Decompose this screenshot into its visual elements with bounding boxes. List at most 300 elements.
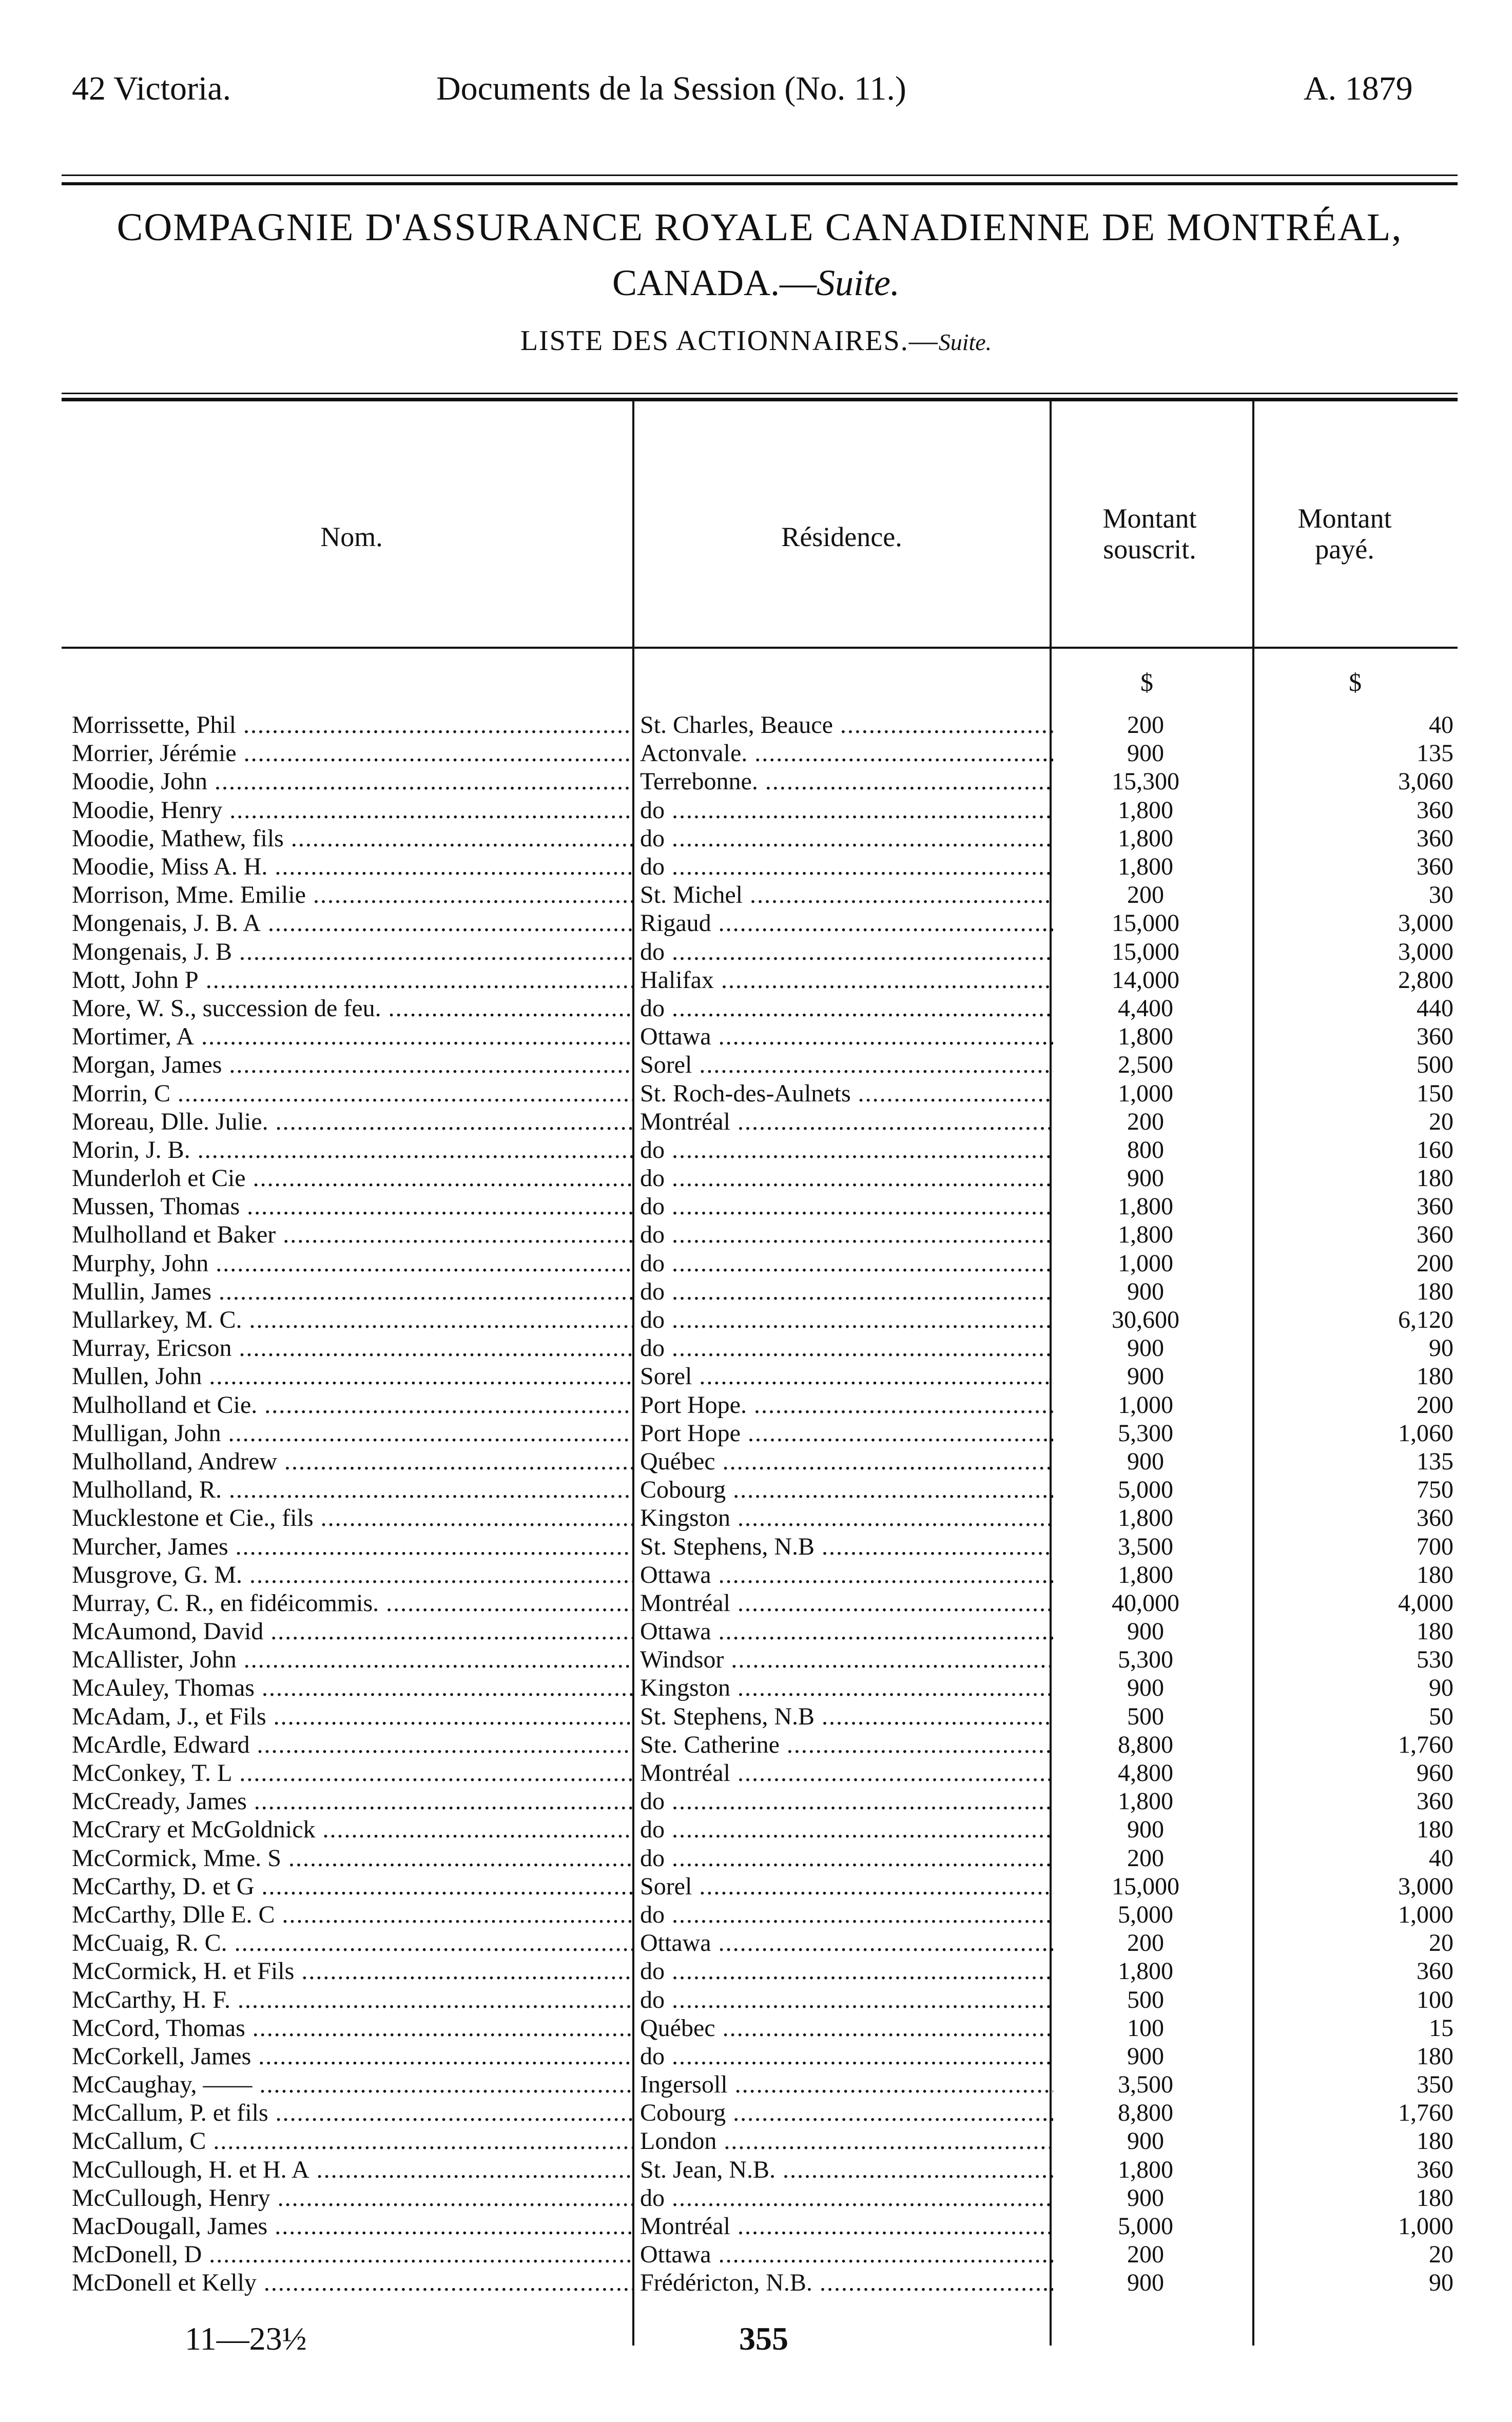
- list-title-suite: Suite.: [938, 329, 992, 355]
- table-row: [72, 2184, 1474, 2212]
- amount-paid: 1,000: [1398, 1901, 1453, 1928]
- amount-paid: 20: [1429, 1108, 1453, 1135]
- amount-paid: 180: [1417, 1561, 1453, 1588]
- amount-subscribed: 1,000: [1118, 1079, 1173, 1107]
- shareholder-name: Mullin, James .....: [72, 1277, 634, 1306]
- shareholder-name: Murcher, James .....: [72, 1532, 634, 1560]
- amount-paid: 530: [1417, 1646, 1453, 1674]
- table-row: [72, 852, 1474, 881]
- shareholder-name: Mongenais, J. B .....: [72, 938, 634, 966]
- shareholder-name: Morrissette, Phil .....: [72, 711, 634, 739]
- amount-subscribed: 3,500: [1118, 2071, 1173, 2099]
- table-row: [72, 1164, 1474, 1192]
- amount-subscribed: 4,400: [1118, 994, 1173, 1022]
- shareholder-name: Mulholland et Cie. .....: [72, 1391, 634, 1419]
- shareholder-name: Morrier, Jérémie .....: [72, 739, 634, 767]
- table-row: [72, 1362, 1474, 1390]
- amount-subscribed: 200: [1127, 1108, 1164, 1135]
- amount-paid: 200: [1417, 1249, 1453, 1277]
- amount-subscribed: 8,800: [1118, 1731, 1173, 1758]
- table-row: [72, 2212, 1474, 2240]
- amount-subscribed: 30,600: [1112, 1306, 1179, 1334]
- shareholder-name: McCormick, Mme. S .....: [72, 1844, 634, 1872]
- shareholder-name: Murphy, John .....: [72, 1249, 634, 1277]
- page-number: 355: [739, 2320, 788, 2357]
- shareholder-residence: do .....: [634, 1957, 1053, 1985]
- table-top-rule-thin: [62, 393, 1458, 394]
- shareholder-residence: do .....: [634, 1164, 1053, 1192]
- amount-subscribed: 200: [1127, 881, 1164, 909]
- table-row: [72, 2269, 1474, 2297]
- shareholder-name: McCorkell, James .....: [72, 2042, 634, 2070]
- amount-subscribed: 1,000: [1118, 1391, 1173, 1419]
- amount-subscribed: 1,800: [1118, 1561, 1173, 1588]
- table-row: [72, 1334, 1474, 1362]
- amount-paid: 90: [1429, 2269, 1453, 2297]
- amount-subscribed: 900: [1127, 2269, 1164, 2297]
- table-row: [72, 1617, 1474, 1645]
- amount-paid: 180: [1417, 1363, 1453, 1390]
- amount-subscribed: 900: [1127, 1674, 1164, 1702]
- running-header-left: 42 Victoria.: [72, 70, 231, 107]
- shareholder-name: MacDougall, James .....: [72, 2212, 634, 2240]
- shareholder-residence: Montréal .....: [634, 1759, 1053, 1787]
- amount-paid: 6,120: [1398, 1306, 1453, 1334]
- currency-paye: $: [1349, 668, 1362, 696]
- shareholder-name: McCarthy, D. et G .....: [72, 1872, 634, 1901]
- amount-paid: 750: [1417, 1476, 1453, 1504]
- shareholder-name: Mongenais, J. B. A .....: [72, 909, 634, 937]
- amount-subscribed: 15,300: [1112, 768, 1179, 796]
- shareholder-name: Mott, John P .....: [72, 966, 634, 994]
- shareholder-residence: do .....: [634, 796, 1053, 824]
- amount-paid: 360: [1417, 1023, 1453, 1051]
- shareholder-residence: Ottawa .....: [634, 2240, 1053, 2269]
- amount-subscribed: 1,800: [1118, 1504, 1173, 1532]
- shareholder-residence: do .....: [634, 1306, 1053, 1334]
- shareholder-residence: do .....: [634, 1277, 1053, 1306]
- amount-subscribed: 5,300: [1118, 1419, 1173, 1447]
- shareholder-name: Munderloh et Cie .....: [72, 1164, 634, 1192]
- shareholder-residence: London .....: [634, 2127, 1053, 2155]
- shareholder-name: Moodie, Miss A. H. .....: [72, 852, 634, 881]
- shareholder-residence: do .....: [634, 1815, 1053, 1844]
- shareholder-residence: do .....: [634, 2042, 1053, 2070]
- table-row: [72, 1391, 1474, 1419]
- list-title: [0, 324, 1512, 357]
- shareholder-residence: do .....: [634, 1136, 1053, 1164]
- shareholder-residence: do .....: [634, 994, 1053, 1022]
- amount-subscribed: 1,800: [1118, 1193, 1173, 1220]
- column-header-souscrit: Montant souscrit.: [1102, 503, 1197, 565]
- shareholder-residence: do .....: [634, 1192, 1053, 1220]
- shareholder-name: Mulholland, R. .....: [72, 1476, 634, 1504]
- header-rule-thin: [62, 175, 1458, 176]
- amount-paid: 960: [1417, 1759, 1453, 1787]
- amount-paid: 360: [1417, 2156, 1453, 2183]
- shareholder-residence: Montréal .....: [634, 1589, 1053, 1617]
- amount-subscribed: 900: [1127, 1363, 1164, 1390]
- shareholder-name: McConkey, T. L .....: [72, 1759, 634, 1787]
- shareholder-name: Mullen, John .....: [72, 1362, 634, 1390]
- amount-subscribed: 900: [1127, 2042, 1164, 2070]
- table-row: [72, 881, 1474, 909]
- amount-subscribed: 5,300: [1118, 1646, 1173, 1674]
- table-row: [72, 1079, 1474, 1107]
- amount-paid: 180: [1417, 2042, 1453, 2070]
- table-row: [72, 1787, 1474, 1815]
- footer-signature: 11—23½: [185, 2320, 307, 2357]
- header-rule-thick: [62, 182, 1458, 185]
- table-row: [72, 739, 1474, 767]
- shareholder-name: Moodie, Henry .....: [72, 796, 634, 824]
- shareholder-residence: Québec .....: [634, 1447, 1053, 1476]
- table-row: [72, 909, 1474, 937]
- amount-subscribed: 900: [1127, 740, 1164, 767]
- amount-subscribed: 1,000: [1118, 1249, 1173, 1277]
- shareholder-residence: Cobourg .....: [634, 2099, 1053, 2127]
- table-row: [72, 1504, 1474, 1532]
- amount-paid: 360: [1417, 853, 1453, 881]
- shareholder-residence: do .....: [634, 2184, 1053, 2212]
- shareholder-name: Moodie, Mathew, fils .....: [72, 824, 634, 852]
- amount-paid: 360: [1417, 1221, 1453, 1249]
- amount-subscribed: 8,800: [1118, 2099, 1173, 2127]
- amount-subscribed: 15,000: [1112, 909, 1179, 937]
- shareholder-residence: Québec .....: [634, 2014, 1053, 2042]
- table-row: [72, 824, 1474, 852]
- amount-subscribed: 900: [1127, 1447, 1164, 1475]
- amount-subscribed: 200: [1127, 2241, 1164, 2269]
- table-row: [72, 1674, 1474, 1702]
- shareholder-residence: Montréal .....: [634, 2212, 1053, 2240]
- amount-subscribed: 15,000: [1112, 1872, 1179, 1900]
- amount-paid: 200: [1417, 1391, 1453, 1419]
- amount-subscribed: 1,800: [1118, 1221, 1173, 1249]
- table-row: [72, 1589, 1474, 1617]
- amount-paid: 180: [1417, 2184, 1453, 2212]
- shareholder-name: McCarthy, Dlle E. C .....: [72, 1901, 634, 1929]
- column-header-residence: Résidence.: [781, 521, 902, 552]
- running-header-right: A. 1879: [1304, 70, 1413, 107]
- amount-paid: 20: [1429, 2241, 1453, 2269]
- amount-subscribed: 5,000: [1118, 1901, 1173, 1928]
- shareholder-name: Murray, Ericson .....: [72, 1334, 634, 1362]
- shareholder-name: Morrin, C .....: [72, 1079, 634, 1107]
- amount-paid: 180: [1417, 2127, 1453, 2155]
- shareholder-residence: do .....: [634, 852, 1053, 881]
- amount-subscribed: 800: [1127, 1136, 1164, 1164]
- amount-subscribed: 1,800: [1118, 853, 1173, 881]
- amount-paid: 90: [1429, 1334, 1453, 1362]
- table-row: [72, 1957, 1474, 1985]
- amount-paid: 50: [1429, 1702, 1453, 1730]
- amount-paid: 360: [1417, 824, 1453, 852]
- shareholder-residence: Port Hope .....: [634, 1419, 1053, 1447]
- shareholder-name: Morgan, James .....: [72, 1051, 634, 1079]
- amount-paid: 2,800: [1398, 966, 1453, 994]
- amount-subscribed: 500: [1127, 1986, 1164, 2013]
- amount-paid: 160: [1417, 1136, 1453, 1164]
- amount-paid: 40: [1429, 1844, 1453, 1872]
- shareholder-name: Mulligan, John .....: [72, 1419, 634, 1447]
- shareholder-name: McCallum, P. et fils .....: [72, 2099, 634, 2127]
- amount-paid: 180: [1417, 1277, 1453, 1305]
- shareholder-name: Moreau, Dlle. Julie. .....: [72, 1108, 634, 1136]
- amount-paid: 150: [1417, 1079, 1453, 1107]
- shareholder-name: McCaughay, —— .....: [72, 2070, 634, 2099]
- amount-subscribed: 200: [1127, 711, 1164, 739]
- shareholder-name: Morin, J. B. .....: [72, 1136, 634, 1164]
- table-row: [72, 2070, 1474, 2099]
- shareholder-name: McCallum, C .....: [72, 2127, 634, 2155]
- amount-paid: 30: [1429, 881, 1453, 909]
- shareholder-name: Moodie, John .....: [72, 767, 634, 796]
- amount-paid: 3,000: [1398, 938, 1453, 965]
- shareholder-residence: do .....: [634, 824, 1053, 852]
- amount-subscribed: 500: [1127, 1702, 1164, 1730]
- shareholder-residence: Sorel .....: [634, 1362, 1053, 1390]
- shareholder-residence: do .....: [634, 1844, 1053, 1872]
- amount-paid: 90: [1429, 1674, 1453, 1702]
- shareholder-residence: Kingston .....: [634, 1504, 1053, 1532]
- subtitle-suite: Suite.: [817, 262, 900, 303]
- amount-paid: 135: [1417, 1447, 1453, 1475]
- shareholder-residence: Montréal .....: [634, 1108, 1053, 1136]
- shareholder-name: McAuley, Thomas .....: [72, 1674, 634, 1702]
- shareholder-residence: do .....: [634, 1334, 1053, 1362]
- table-row: [72, 1051, 1474, 1079]
- amount-paid: 20: [1429, 1929, 1453, 1957]
- shareholder-residence: do .....: [634, 938, 1053, 966]
- shareholder-name: Mullarkey, M. C. .....: [72, 1306, 634, 1334]
- amount-paid: 1,760: [1398, 1731, 1453, 1758]
- table-row: [72, 2099, 1474, 2127]
- amount-subscribed: 5,000: [1118, 2213, 1173, 2240]
- amount-subscribed: 200: [1127, 1929, 1164, 1957]
- amount-subscribed: 1,800: [1118, 1023, 1173, 1051]
- column-header-paye: Montant payé.: [1297, 503, 1392, 565]
- shareholder-residence: Ottawa .....: [634, 1617, 1053, 1645]
- amount-subscribed: 2,500: [1118, 1051, 1173, 1079]
- shareholder-residence: Ste. Catherine .....: [634, 1731, 1053, 1759]
- shareholder-residence: St. Roch-des-Aulnets .....: [634, 1079, 1053, 1107]
- amount-subscribed: 900: [1127, 1277, 1164, 1305]
- table-row: [72, 1192, 1474, 1220]
- shareholder-name: McAumond, David .....: [72, 1617, 634, 1645]
- amount-paid: 40: [1429, 711, 1453, 739]
- amount-subscribed: 40,000: [1112, 1589, 1179, 1617]
- amount-paid: 180: [1417, 1816, 1453, 1844]
- table-row: [72, 2127, 1474, 2155]
- shareholder-name: Morrison, Mme. Emilie .....: [72, 881, 634, 909]
- shareholder-name: McCrary et McGoldnick .....: [72, 1815, 634, 1844]
- amount-paid: 180: [1417, 1618, 1453, 1645]
- table-row: [72, 1249, 1474, 1277]
- table-row: [72, 994, 1474, 1022]
- amount-paid: 1,760: [1398, 2099, 1453, 2127]
- table-row: [72, 966, 1474, 994]
- shareholder-residence: Kingston .....: [634, 1674, 1053, 1702]
- table-row: [72, 1306, 1474, 1334]
- shareholder-name: McArdle, Edward .....: [72, 1731, 634, 1759]
- shareholder-residence: Frédéricton, N.B. .....: [634, 2269, 1053, 2297]
- table-row: [72, 938, 1474, 966]
- amount-subscribed: 100: [1127, 2014, 1164, 2042]
- shareholder-residence: Cobourg .....: [634, 1476, 1053, 1504]
- amount-subscribed: 15,000: [1112, 938, 1179, 965]
- shareholder-residence: Ottawa .....: [634, 1929, 1053, 1957]
- shareholder-residence: Windsor .....: [634, 1645, 1053, 1674]
- amount-subscribed: 4,800: [1118, 1759, 1173, 1787]
- column-header-nom: Nom.: [320, 521, 383, 552]
- amount-subscribed: 900: [1127, 1334, 1164, 1362]
- table-row: [72, 1759, 1474, 1787]
- table-row: [72, 1844, 1474, 1872]
- amount-subscribed: 900: [1127, 1618, 1164, 1645]
- amount-paid: 360: [1417, 1504, 1453, 1532]
- amount-paid: 1,060: [1398, 1419, 1453, 1447]
- table-row: [72, 2042, 1474, 2070]
- table-row: [72, 1220, 1474, 1249]
- running-header-center: Documents de la Session (No. 11.): [436, 70, 906, 107]
- amount-paid: 350: [1417, 2071, 1453, 2099]
- document-title: COMPAGNIE D'ASSURANCE ROYALE CANADIENNE DE MONTRÉAL,: [117, 206, 1403, 249]
- amount-subscribed: 5,000: [1118, 1476, 1173, 1504]
- table-row: [72, 1731, 1474, 1759]
- shareholder-name: Mortimer, A .....: [72, 1022, 634, 1051]
- document-subtitle: [0, 262, 1512, 304]
- table-row: [72, 1645, 1474, 1674]
- shareholder-residence: Ottawa .....: [634, 1022, 1053, 1051]
- shareholder-residence: do .....: [634, 1249, 1053, 1277]
- amount-paid: 360: [1417, 1958, 1453, 1985]
- shareholder-residence: St. Jean, N.B. .....: [634, 2156, 1053, 2184]
- shareholder-name: McCormick, H. et Fils .....: [72, 1957, 634, 1985]
- amount-subscribed: 900: [1127, 1165, 1164, 1192]
- shareholder-residence: do .....: [634, 1985, 1053, 2013]
- table-row: [72, 1815, 1474, 1844]
- table-row: [72, 1419, 1474, 1447]
- amount-paid: 700: [1417, 1533, 1453, 1560]
- amount-subscribed: 1,800: [1118, 824, 1173, 852]
- shareholder-name: Murray, C. R., en fidéicommis. .....: [72, 1589, 634, 1617]
- table-row: [72, 1447, 1474, 1476]
- table-row: [72, 1872, 1474, 1901]
- shareholders-table: [72, 711, 1474, 2297]
- shareholder-residence: Sorel .....: [634, 1872, 1053, 1901]
- table-row: [72, 2156, 1474, 2184]
- subtitle-main: CANADA.—: [612, 262, 817, 303]
- shareholder-name: McDonell et Kelly .....: [72, 2269, 634, 2297]
- shareholder-residence: St. Stephens, N.B .....: [634, 1532, 1053, 1560]
- shareholder-residence: do .....: [634, 1787, 1053, 1815]
- table-row: [72, 767, 1474, 796]
- amount-paid: 100: [1417, 1986, 1453, 2013]
- amount-paid: 3,060: [1398, 768, 1453, 796]
- shareholder-residence: Sorel .....: [634, 1051, 1053, 1079]
- shareholder-residence: St. Michel .....: [634, 881, 1053, 909]
- amount-paid: 1,000: [1398, 2213, 1453, 2240]
- table-row: [72, 1985, 1474, 2013]
- shareholder-name: Mulholland, Andrew .....: [72, 1447, 634, 1476]
- amount-paid: 3,000: [1398, 909, 1453, 937]
- amount-paid: 360: [1417, 1788, 1453, 1815]
- amount-subscribed: 1,800: [1118, 796, 1173, 824]
- amount-paid: 180: [1417, 1165, 1453, 1192]
- table-row: [72, 1901, 1474, 1929]
- amount-paid: 440: [1417, 994, 1453, 1022]
- shareholder-name: McAllister, John .....: [72, 1645, 634, 1674]
- amount-subscribed: 900: [1127, 2127, 1164, 2155]
- shareholder-residence: Terrebonne. .....: [634, 767, 1053, 796]
- shareholder-name: Mussen, Thomas .....: [72, 1192, 634, 1220]
- shareholder-name: Musgrove, G. M. .....: [72, 1561, 634, 1589]
- table-row: [72, 1561, 1474, 1589]
- shareholder-name: McCullough, Henry .....: [72, 2184, 634, 2212]
- shareholder-residence: Ottawa .....: [634, 1561, 1053, 1589]
- amount-subscribed: 1,800: [1118, 2156, 1173, 2183]
- shareholder-residence: Port Hope. .....: [634, 1391, 1053, 1419]
- shareholder-name: McCullough, H. et H. A .....: [72, 2156, 634, 2184]
- shareholder-residence: Actonvale. .....: [634, 739, 1053, 767]
- list-title-main: LISTE DES ACTIONNAIRES.—: [520, 325, 939, 357]
- amount-paid: 360: [1417, 1193, 1453, 1220]
- currency-souscrit: $: [1140, 668, 1153, 696]
- amount-subscribed: 3,500: [1118, 1533, 1173, 1560]
- shareholder-residence: Ingersoll .....: [634, 2070, 1053, 2099]
- table-row: [72, 1532, 1474, 1560]
- amount-subscribed: 1,800: [1118, 1958, 1173, 1985]
- table-row: [72, 1108, 1474, 1136]
- table-row: [72, 2014, 1474, 2042]
- shareholder-residence: Rigaud .....: [634, 909, 1053, 937]
- shareholder-name: McCuaig, R. C. .....: [72, 1929, 634, 1957]
- shareholder-name: Mucklestone et Cie., fils .....: [72, 1504, 634, 1532]
- amount-paid: 135: [1417, 740, 1453, 767]
- table-row: [72, 796, 1474, 824]
- table-row: [72, 711, 1474, 739]
- amount-paid: 15: [1429, 2014, 1453, 2042]
- table-row: [72, 1136, 1474, 1164]
- shareholder-residence: St. Stephens, N.B .....: [634, 1702, 1053, 1731]
- amount-subscribed: 900: [1127, 1816, 1164, 1844]
- amount-paid: 3,000: [1398, 1872, 1453, 1900]
- shareholder-residence: do .....: [634, 1901, 1053, 1929]
- table-row: [72, 1476, 1474, 1504]
- amount-paid: 360: [1417, 796, 1453, 824]
- amount-subscribed: 900: [1127, 2184, 1164, 2212]
- shareholder-name: More, W. S., succession de feu. .....: [72, 994, 634, 1022]
- table-row: [72, 1022, 1474, 1051]
- shareholder-residence: do .....: [634, 1220, 1053, 1249]
- amount-paid: 4,000: [1398, 1589, 1453, 1617]
- shareholder-name: McAdam, J., et Fils .....: [72, 1702, 634, 1731]
- table-top-rule-thick: [62, 398, 1458, 401]
- table-row: [72, 1702, 1474, 1731]
- shareholder-name: McDonell, D .....: [72, 2240, 634, 2269]
- shareholder-name: McCord, Thomas .....: [72, 2014, 634, 2042]
- shareholder-name: Mulholland et Baker .....: [72, 1220, 634, 1249]
- table-row: [72, 1277, 1474, 1306]
- amount-subscribed: 14,000: [1112, 966, 1179, 994]
- shareholder-residence: Halifax .....: [634, 966, 1053, 994]
- shareholder-name: McCarthy, H. F. .....: [72, 1985, 634, 2013]
- table-row: [72, 2240, 1474, 2269]
- amount-subscribed: 1,800: [1118, 1788, 1173, 1815]
- shareholder-name: McCready, James .....: [72, 1787, 634, 1815]
- amount-subscribed: 200: [1127, 1844, 1164, 1872]
